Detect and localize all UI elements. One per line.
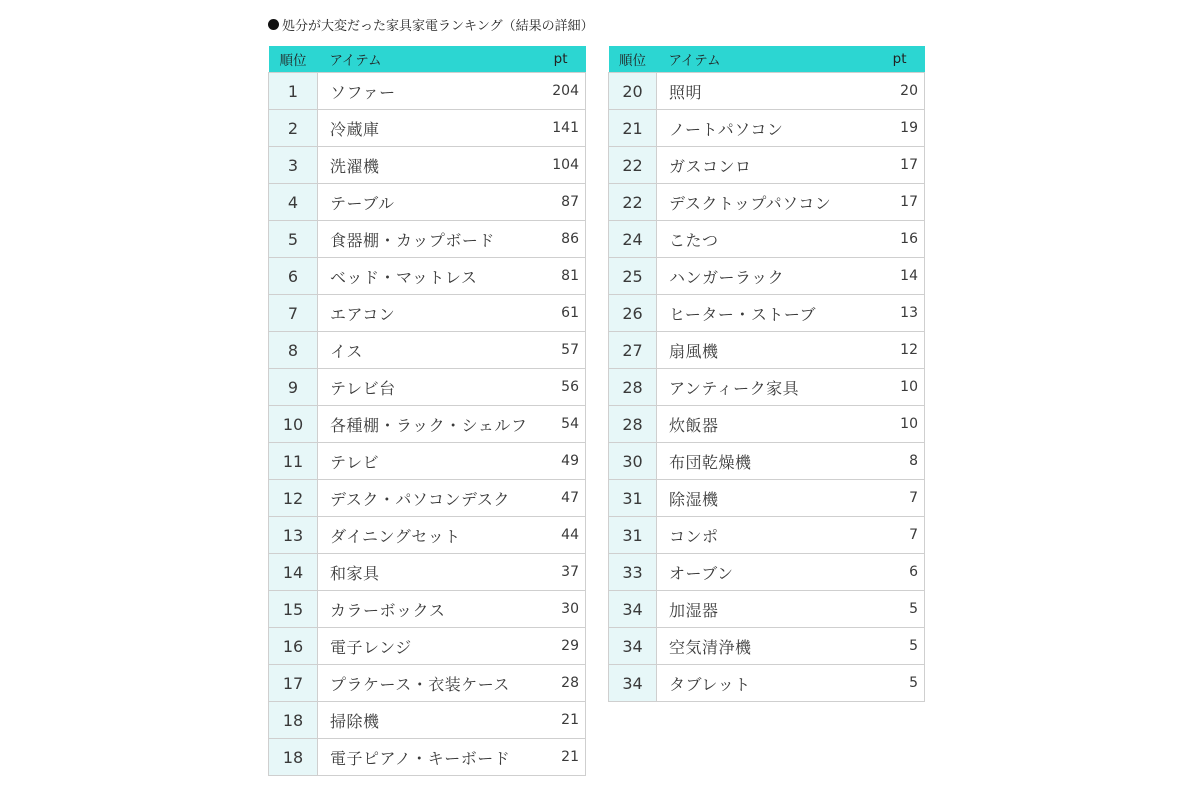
rank-cell: 17 <box>269 665 318 702</box>
item-cell: 電子レンジ <box>318 628 508 665</box>
pt-cell: 21 <box>508 739 586 776</box>
table-row <box>269 591 586 628</box>
rank-cell: 15 <box>269 591 318 628</box>
table-row <box>269 702 586 739</box>
rank-cell: 28 <box>609 406 657 443</box>
table-row <box>269 110 586 147</box>
pt-cell: 13 <box>847 295 925 332</box>
rank-cell: 30 <box>609 443 657 480</box>
header-pt: pt <box>847 46 925 73</box>
pt-cell: 21 <box>508 702 586 739</box>
table-row <box>269 147 586 184</box>
table-row <box>609 147 925 184</box>
item-cell: こたつ <box>657 221 847 258</box>
table-row <box>269 480 586 517</box>
pt-cell: 49 <box>508 443 586 480</box>
rank-cell: 28 <box>609 369 657 406</box>
item-cell: デスクトップパソコン <box>657 184 847 221</box>
table-row <box>609 332 925 369</box>
item-cell: 洗濯機 <box>318 147 508 184</box>
table-row <box>609 443 925 480</box>
item-cell: 掃除機 <box>318 702 508 739</box>
pt-cell: 87 <box>508 184 586 221</box>
item-cell: カラーボックス <box>318 591 508 628</box>
table-row <box>269 73 586 110</box>
table-row <box>269 332 586 369</box>
rank-cell: 14 <box>269 554 318 591</box>
rank-cell: 33 <box>609 554 657 591</box>
rank-cell: 8 <box>269 332 318 369</box>
table-row <box>609 295 925 332</box>
rank-cell: 1 <box>269 73 318 110</box>
page-title-text: 処分が大変だった家具家電ランキング（結果の詳細） <box>282 19 594 34</box>
rank-cell: 16 <box>269 628 318 665</box>
pt-cell: 204 <box>508 73 586 110</box>
rank-cell: 25 <box>609 258 657 295</box>
pt-cell: 28 <box>508 665 586 702</box>
pt-cell: 19 <box>847 110 925 147</box>
pt-cell: 5 <box>847 591 925 628</box>
table-row <box>609 184 925 221</box>
item-cell: イス <box>318 332 508 369</box>
table-row <box>269 517 586 554</box>
pt-cell: 29 <box>508 628 586 665</box>
pt-cell: 20 <box>847 73 925 110</box>
item-cell: 除湿機 <box>657 480 847 517</box>
rank-cell: 13 <box>269 517 318 554</box>
pt-cell: 8 <box>847 443 925 480</box>
item-cell: デスク・パソコンデスク <box>318 480 508 517</box>
rank-cell: 3 <box>269 147 318 184</box>
item-cell: ソファー <box>318 73 508 110</box>
item-cell: ハンガーラック <box>657 258 847 295</box>
table-header-row <box>269 46 586 73</box>
item-cell: 食器棚・カップボード <box>318 221 508 258</box>
header-item: アイテム <box>657 46 847 73</box>
item-cell: ノートパソコン <box>657 110 847 147</box>
item-cell: ガスコンロ <box>657 147 847 184</box>
rank-cell: 7 <box>269 295 318 332</box>
pt-cell: 5 <box>847 628 925 665</box>
table-row <box>609 628 925 665</box>
table-row <box>269 258 586 295</box>
item-cell: エアコン <box>318 295 508 332</box>
table-row <box>609 369 925 406</box>
item-cell: ダイニングセット <box>318 517 508 554</box>
table-row <box>269 221 586 258</box>
rank-cell: 20 <box>609 73 657 110</box>
pt-cell: 5 <box>847 665 925 702</box>
item-cell: ヒーター・ストーブ <box>657 295 847 332</box>
rank-cell: 18 <box>269 702 318 739</box>
item-cell: 電子ピアノ・キーボード <box>318 739 508 776</box>
pt-cell: 17 <box>847 147 925 184</box>
pt-cell: 57 <box>508 332 586 369</box>
rank-cell: 34 <box>609 665 657 702</box>
rank-cell: 12 <box>269 480 318 517</box>
pt-cell: 7 <box>847 517 925 554</box>
pt-cell: 47 <box>508 480 586 517</box>
rank-cell: 2 <box>269 110 318 147</box>
header-rank: 順位 <box>269 46 318 73</box>
item-cell: 炊飯器 <box>657 406 847 443</box>
rank-cell: 22 <box>609 147 657 184</box>
pt-cell: 37 <box>508 554 586 591</box>
rank-cell: 4 <box>269 184 318 221</box>
page-title <box>268 15 594 34</box>
pt-cell: 30 <box>508 591 586 628</box>
bullet-icon <box>268 19 279 30</box>
pt-cell: 7 <box>847 480 925 517</box>
item-cell: 和家具 <box>318 554 508 591</box>
item-cell: 冷蔵庫 <box>318 110 508 147</box>
item-cell: アンティーク家具 <box>657 369 847 406</box>
pt-cell: 141 <box>508 110 586 147</box>
rank-cell: 18 <box>269 739 318 776</box>
pt-cell: 81 <box>508 258 586 295</box>
item-cell: テレビ <box>318 443 508 480</box>
table-row <box>609 665 925 702</box>
table-row <box>269 369 586 406</box>
rank-cell: 22 <box>609 184 657 221</box>
table-row <box>269 739 586 776</box>
item-cell: コンポ <box>657 517 847 554</box>
rank-cell: 6 <box>269 258 318 295</box>
pt-cell: 10 <box>847 406 925 443</box>
rank-cell: 26 <box>609 295 657 332</box>
pt-cell: 6 <box>847 554 925 591</box>
item-cell: テレビ台 <box>318 369 508 406</box>
table-row <box>269 443 586 480</box>
item-cell: ベッド・マットレス <box>318 258 508 295</box>
ranking-table-right <box>608 46 925 702</box>
rank-cell: 5 <box>269 221 318 258</box>
table-row <box>609 554 925 591</box>
table-row <box>609 73 925 110</box>
rank-cell: 34 <box>609 591 657 628</box>
item-cell: 照明 <box>657 73 847 110</box>
item-cell: プラケース・衣装ケース <box>318 665 508 702</box>
pt-cell: 54 <box>508 406 586 443</box>
table-row <box>609 406 925 443</box>
rank-cell: 34 <box>609 628 657 665</box>
item-cell: タブレット <box>657 665 847 702</box>
header-pt: pt <box>508 46 586 73</box>
ranking-table-left <box>268 46 586 776</box>
table-row <box>269 628 586 665</box>
pt-cell: 10 <box>847 369 925 406</box>
pt-cell: 14 <box>847 258 925 295</box>
rank-cell: 31 <box>609 517 657 554</box>
table-row <box>609 110 925 147</box>
header-item: アイテム <box>318 46 508 73</box>
item-cell: 布団乾燥機 <box>657 443 847 480</box>
table-row <box>269 406 586 443</box>
rank-cell: 11 <box>269 443 318 480</box>
rank-cell: 10 <box>269 406 318 443</box>
item-cell: 空気清浄機 <box>657 628 847 665</box>
table-row <box>609 258 925 295</box>
pt-cell: 104 <box>508 147 586 184</box>
table-row <box>609 221 925 258</box>
table-row <box>609 517 925 554</box>
rank-cell: 24 <box>609 221 657 258</box>
item-cell: オーブン <box>657 554 847 591</box>
table-header-row <box>609 46 925 73</box>
table-row <box>609 480 925 517</box>
table-row <box>269 295 586 332</box>
pt-cell: 56 <box>508 369 586 406</box>
header-rank: 順位 <box>609 46 657 73</box>
rank-cell: 27 <box>609 332 657 369</box>
pt-cell: 44 <box>508 517 586 554</box>
table-row <box>269 184 586 221</box>
item-cell: テーブル <box>318 184 508 221</box>
pt-cell: 16 <box>847 221 925 258</box>
item-cell: 各種棚・ラック・シェルフ <box>318 406 508 443</box>
pt-cell: 61 <box>508 295 586 332</box>
rank-cell: 31 <box>609 480 657 517</box>
pt-cell: 12 <box>847 332 925 369</box>
table-row <box>609 591 925 628</box>
item-cell: 加湿器 <box>657 591 847 628</box>
table-row <box>269 554 586 591</box>
table-row <box>269 665 586 702</box>
item-cell: 扇風機 <box>657 332 847 369</box>
pt-cell: 17 <box>847 184 925 221</box>
rank-cell: 21 <box>609 110 657 147</box>
pt-cell: 86 <box>508 221 586 258</box>
rank-cell: 9 <box>269 369 318 406</box>
